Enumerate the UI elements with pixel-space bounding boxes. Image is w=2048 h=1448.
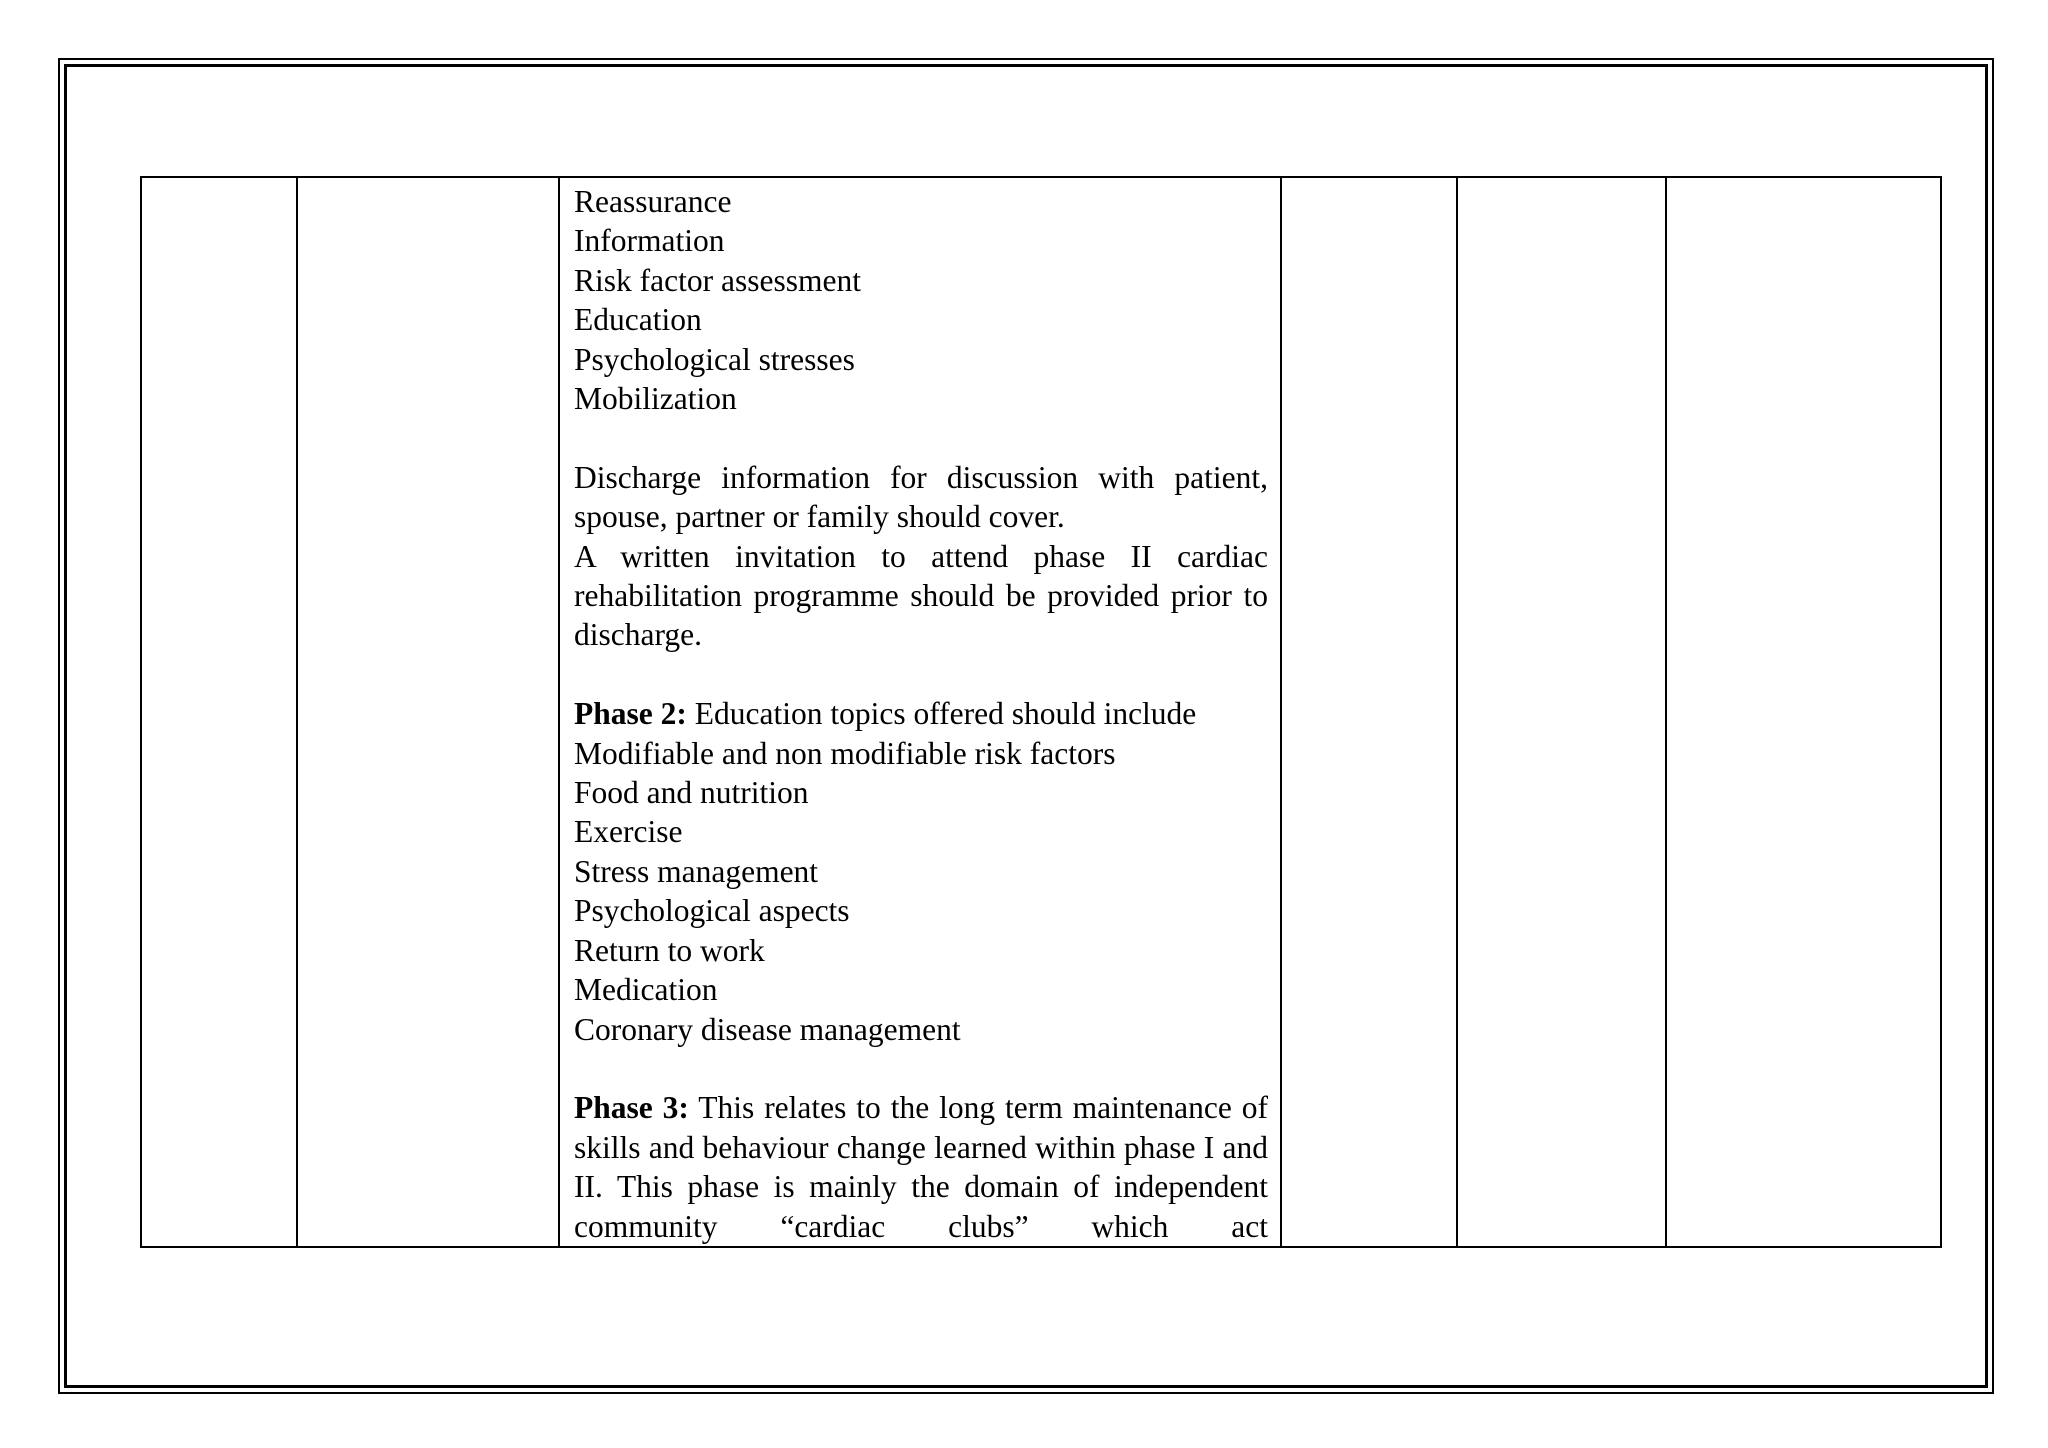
phase-2-intro: Education topics offered should include <box>686 696 1197 732</box>
phase-2-label: Phase 2: <box>574 696 687 732</box>
paragraph-gap <box>574 418 1268 457</box>
list-item: Return to work <box>574 932 765 968</box>
table-cell-empty-4 <box>1281 177 1457 1247</box>
table-row <box>141 177 1941 1247</box>
list-item: Food and nutrition <box>574 775 809 811</box>
table-cell-empty-6 <box>1666 177 1941 1247</box>
list-item: Education <box>574 302 702 338</box>
table-cell-content <box>559 177 1281 1247</box>
discharge-paragraph-2: A written invitation to attend phase II cardiac rehabilitation programme should be provided prior to discharge. <box>574 538 1268 653</box>
list-item: Modifiable and non modifiable risk factors <box>574 735 1116 771</box>
list-item: Psychological aspects <box>574 893 850 929</box>
paragraph-gap <box>574 1049 1268 1088</box>
list-item: Coronary disease management <box>574 1011 961 1047</box>
discharge-paragraph-1: Discharge information for discussion with patient, spouse, partner or family should cover. <box>574 459 1268 535</box>
list-item: Information <box>574 223 725 259</box>
phase-3-paragraph <box>574 1088 1268 1246</box>
phase-3-text: This relates to the long term maintenance of skills and behaviour change learned within phase I and II. This phase is mainly the domain of independent community “cardiac clubs” which act <box>574 1090 1268 1244</box>
table-cell-empty-2 <box>297 177 559 1247</box>
list-item: Psychological stresses <box>574 341 855 377</box>
paragraph-gap <box>574 655 1268 694</box>
phase-2-heading <box>574 694 1268 733</box>
list-item: Stress management <box>574 853 819 889</box>
phase-2-list <box>574 734 1268 1049</box>
table-cell-empty-5 <box>1457 177 1666 1247</box>
document-table <box>140 176 1942 1248</box>
phase-3-label: Phase 3: <box>574 1090 689 1126</box>
table-cell-empty-1 <box>141 177 297 1247</box>
list-item: Risk factor assessment <box>574 262 861 298</box>
section-1-list <box>574 182 1268 418</box>
list-item: Medication <box>574 972 718 1008</box>
list-item: Exercise <box>574 814 683 850</box>
list-item: Reassurance <box>574 184 732 219</box>
list-item: Mobilization <box>574 381 737 417</box>
